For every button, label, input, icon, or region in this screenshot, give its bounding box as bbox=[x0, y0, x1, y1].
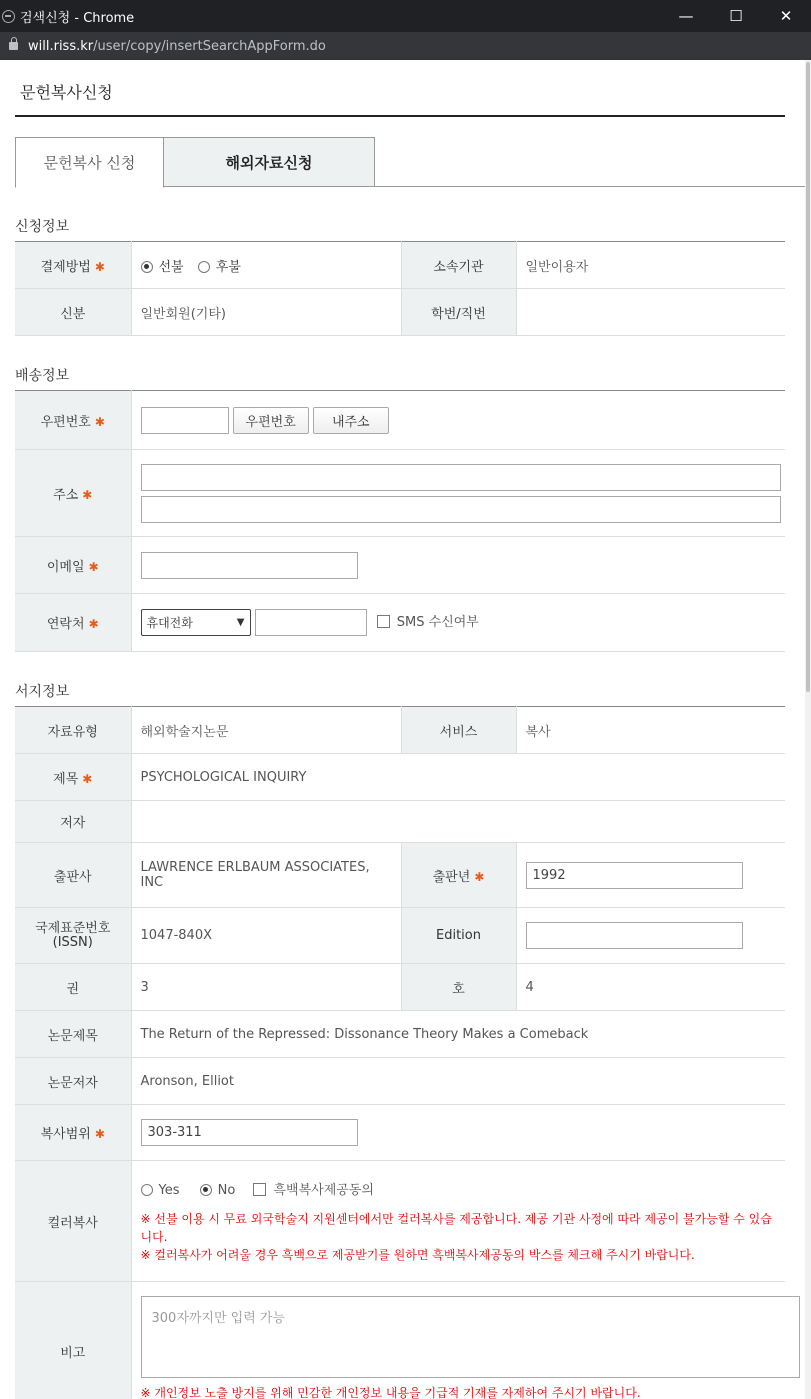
radio-unchecked-icon bbox=[198, 261, 210, 273]
payment-postpaid-radio[interactable]: 후불 bbox=[198, 260, 241, 275]
postal-label: 우편번호 ✱ bbox=[15, 391, 131, 450]
page-scrollbar[interactable] bbox=[805, 60, 811, 1399]
browser-titlebar bbox=[0, 0, 811, 32]
required-icon: ✱ bbox=[88, 617, 99, 631]
color-note-1: ※ 선불 이용 시 무료 외국학술지 지원센터에서만 컬러복사를 제공합니다. 제공 기관 사정에 따라 제공이 불가능할 수 있습니다. bbox=[140, 1211, 772, 1244]
article-author-label: 논문저자 bbox=[15, 1058, 131, 1105]
affiliation-label: 소속기관 bbox=[401, 242, 516, 289]
color-no-radio[interactable]: No bbox=[200, 1183, 236, 1198]
color-copy-label: 컬러복사 bbox=[15, 1161, 131, 1282]
minimize-button[interactable]: — bbox=[678, 7, 694, 25]
email-label: 이메일 ✱ bbox=[15, 537, 131, 594]
type-value: 해외학술지논문 bbox=[131, 707, 401, 754]
title-divider bbox=[15, 115, 785, 117]
email-input[interactable] bbox=[141, 552, 358, 579]
required-icon: ✱ bbox=[82, 771, 93, 786]
publisher-value: LAWRENCE ERLBAUM ASSOCIATES, INC bbox=[131, 843, 401, 908]
issue-value: 4 bbox=[516, 964, 785, 1011]
affiliation-value: 일반이용자 bbox=[516, 242, 785, 289]
my-address-button[interactable]: 내주소 bbox=[313, 407, 389, 434]
checkbox-icon bbox=[253, 1183, 266, 1196]
close-button[interactable]: ✕ bbox=[779, 7, 793, 25]
status-label: 신분 bbox=[15, 289, 131, 336]
section-apply-info: 신청정보 bbox=[15, 219, 70, 235]
copy-range-input[interactable]: 303-311 bbox=[141, 1119, 358, 1146]
remarks-cell bbox=[131, 1282, 785, 1399]
volume-label: 권 bbox=[15, 964, 131, 1011]
required-icon: ✱ bbox=[82, 487, 93, 502]
color-copy-cell bbox=[131, 1161, 785, 1282]
section-delivery: 배송정보 bbox=[15, 368, 70, 384]
tab-bar bbox=[15, 137, 805, 187]
postal-code-input[interactable] bbox=[141, 407, 229, 434]
pub-year-cell bbox=[516, 843, 785, 908]
biblio-table bbox=[15, 706, 785, 1399]
tab-copy-request[interactable]: 문헌복사 신청 bbox=[15, 137, 164, 188]
required-icon: ✱ bbox=[94, 414, 105, 429]
title-value: PSYCHOLOGICAL INQUIRY bbox=[131, 754, 785, 801]
address-bar[interactable] bbox=[0, 32, 811, 60]
service-value: 복사 bbox=[516, 707, 785, 754]
delivery-table bbox=[15, 390, 785, 652]
contact-label: 연락처 ✱ bbox=[15, 594, 131, 652]
service-label: 서비스 bbox=[401, 707, 516, 754]
range-cell bbox=[131, 1105, 785, 1161]
site-favicon-icon bbox=[2, 10, 15, 23]
address-line2-input[interactable] bbox=[141, 496, 781, 523]
url-path: /user/copy/insertSearchAppForm.do bbox=[93, 38, 326, 54]
pub-year-input[interactable]: 1992 bbox=[526, 862, 743, 889]
tab-overseas-request[interactable]: 해외자료신청 bbox=[163, 137, 375, 187]
chevron-down-icon: ▼ bbox=[236, 617, 245, 628]
color-yes-radio[interactable]: Yes bbox=[141, 1183, 180, 1198]
article-title-value: The Return of the Repressed: Dissonance Theory Makes a Comeback bbox=[131, 1011, 785, 1058]
scrollbar-thumb[interactable] bbox=[806, 62, 810, 692]
required-icon: ✱ bbox=[474, 869, 485, 884]
article-author-value: Aronson, Elliot bbox=[131, 1058, 785, 1105]
volume-value: 3 bbox=[131, 964, 401, 1011]
pub-year-label: 출판년 ✱ bbox=[401, 843, 516, 908]
remarks-label: 비고 bbox=[15, 1282, 131, 1399]
publisher-label: 출판사 bbox=[15, 843, 131, 908]
postal-search-button[interactable]: 우편번호 bbox=[233, 407, 309, 434]
remarks-note: ※ 개인정보 노출 방지를 위해 민감한 개인정보 내용을 기급적 기재를 자제하여 주시기 바랍니다. bbox=[140, 1386, 641, 1399]
address-label: 주소 ✱ bbox=[15, 450, 131, 537]
payment-options bbox=[131, 242, 401, 289]
author-value bbox=[131, 801, 785, 843]
student-id-label: 학번/직번 bbox=[401, 289, 516, 336]
page-title: 문헌복사신청 bbox=[20, 83, 113, 102]
edition-label: Edition bbox=[401, 908, 516, 964]
issn-value: 1047-840X bbox=[131, 908, 401, 964]
contact-type-select[interactable]: 휴대전화 ▼ bbox=[141, 609, 251, 636]
title-label: 제목 ✱ bbox=[15, 754, 131, 801]
window-title: 검색신청 - Chrome bbox=[20, 10, 135, 26]
radio-unchecked-icon bbox=[141, 1184, 153, 1196]
address-line1-input[interactable] bbox=[141, 464, 781, 491]
remarks-textarea[interactable]: 300자까지만 입력 가능 bbox=[141, 1296, 800, 1378]
author-label: 저자 bbox=[15, 801, 131, 843]
issn-label: 국제표준번호 (ISSN) bbox=[15, 908, 131, 964]
payment-prepaid-radio[interactable]: 선불 bbox=[141, 260, 184, 275]
phone-input[interactable] bbox=[255, 609, 367, 636]
student-id-value bbox=[516, 289, 785, 336]
page-content bbox=[0, 60, 811, 1399]
maximize-button[interactable]: ☐ bbox=[729, 7, 743, 25]
type-label: 자료유형 bbox=[15, 707, 131, 754]
contact-cell bbox=[131, 594, 785, 652]
article-title-label: 논문제목 bbox=[15, 1011, 131, 1058]
issue-label: 호 bbox=[401, 964, 516, 1011]
lock-icon bbox=[9, 42, 18, 50]
email-cell bbox=[131, 537, 785, 594]
address-cell bbox=[131, 450, 785, 537]
sms-consent-checkbox[interactable]: SMS 수신여부 bbox=[377, 615, 479, 630]
section-biblio: 서지정보 bbox=[15, 684, 70, 700]
url-host: will.riss.kr bbox=[28, 38, 94, 54]
status-value: 일반회원(기타) bbox=[131, 289, 401, 336]
postal-cell bbox=[131, 391, 785, 450]
range-label: 복사범위 ✱ bbox=[15, 1105, 131, 1161]
apply-info-table bbox=[15, 241, 785, 336]
edition-cell bbox=[516, 908, 785, 964]
required-icon: ✱ bbox=[94, 1127, 105, 1141]
radio-checked-icon bbox=[141, 261, 153, 273]
bw-consent-checkbox[interactable]: 흑백복사제공동의 bbox=[253, 1183, 373, 1198]
checkbox-icon bbox=[377, 615, 390, 628]
required-icon: ✱ bbox=[88, 559, 99, 574]
edition-input[interactable] bbox=[526, 922, 743, 949]
color-note-2: ※ 컬러복사가 어려울 경우 흑백으로 제공받기를 원하면 흑백복사제공동의 박스를 체크해 주시기 바랍니다. bbox=[140, 1247, 695, 1262]
payment-label: 결제방법 ✱ bbox=[15, 242, 131, 289]
radio-checked-icon bbox=[200, 1184, 212, 1196]
required-icon: ✱ bbox=[94, 259, 105, 274]
